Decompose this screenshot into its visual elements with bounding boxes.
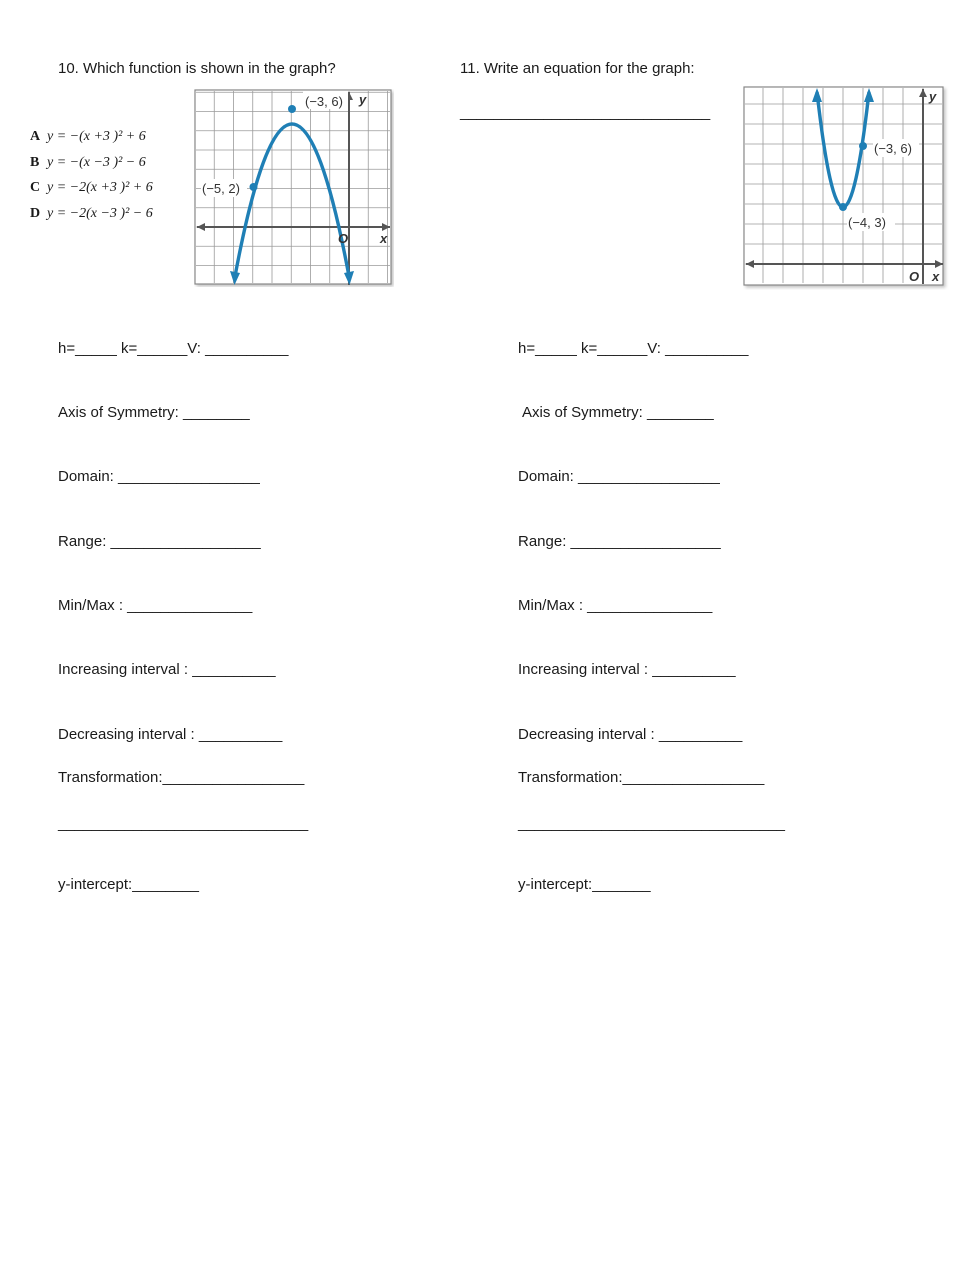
choice-letter: D bbox=[30, 205, 41, 221]
transformation-line2-10[interactable]: ______________________________ bbox=[58, 815, 309, 832]
choice-equation: y = −2(x +3 )² + 6 bbox=[47, 180, 153, 195]
point-label: (−3, 6) bbox=[874, 141, 912, 156]
hkv-field-11[interactable]: h=_____ k=______V: __________ bbox=[518, 340, 749, 357]
vertex-point bbox=[288, 105, 296, 113]
min-max-field-10[interactable]: Min/Max : _______________ bbox=[58, 597, 253, 614]
choice-equation: y = −(x −3 )² − 6 bbox=[47, 154, 146, 170]
equation-answer-line[interactable]: ______________________________ bbox=[460, 104, 711, 121]
decreasing-interval-field-10[interactable]: Decreasing interval : __________ bbox=[58, 726, 283, 743]
choice-d[interactable] bbox=[30, 201, 153, 227]
x-axis-label: x bbox=[380, 231, 388, 246]
choice-letter: B bbox=[30, 154, 40, 170]
question-11-prompt: 11. Write an equation for the graph: bbox=[460, 60, 695, 77]
vertex-label: (−3, 6) bbox=[305, 94, 343, 109]
origin-label: O bbox=[909, 269, 920, 284]
graph-question-10 bbox=[194, 89, 394, 287]
range-field-10[interactable]: Range: __________________ bbox=[58, 533, 261, 550]
domain-field-11[interactable]: Domain: _________________ bbox=[518, 468, 720, 485]
transformation-field-11[interactable]: Transformation:_________________ bbox=[518, 769, 765, 786]
domain-field-10[interactable]: Domain: _________________ bbox=[58, 468, 260, 485]
vertex-label: (−4, 3) bbox=[848, 215, 886, 230]
origin-label: O bbox=[338, 231, 349, 246]
choice-equation: y = −(x +3 )² + 6 bbox=[47, 129, 146, 144]
point-marker bbox=[250, 183, 258, 191]
graph-frame bbox=[744, 87, 943, 285]
min-max-field-11[interactable]: Min/Max : _______________ bbox=[518, 597, 713, 614]
y-intercept-field-10[interactable]: y-intercept:________ bbox=[58, 876, 199, 893]
choice-letter: A bbox=[30, 129, 41, 144]
transformation-field-10[interactable]: Transformation:_________________ bbox=[58, 769, 305, 786]
y-axis-label: y bbox=[929, 89, 937, 104]
answer-choices bbox=[30, 124, 153, 226]
hkv-field-10[interactable]: h=_____ k=______V: __________ bbox=[58, 340, 289, 357]
point-label: (−5, 2) bbox=[202, 181, 240, 196]
choice-a[interactable] bbox=[30, 124, 153, 150]
choice-c[interactable] bbox=[30, 175, 153, 201]
decreasing-interval-field-11[interactable]: Decreasing interval : __________ bbox=[518, 726, 743, 743]
y-axis-label: y bbox=[359, 92, 367, 107]
increasing-interval-field-10[interactable]: Increasing interval : __________ bbox=[58, 661, 276, 678]
axis-of-symmetry-field-11[interactable]: Axis of Symmetry: ________ bbox=[522, 404, 714, 421]
x-axis-label: x bbox=[932, 269, 940, 284]
axis-of-symmetry-field-10[interactable]: Axis of Symmetry: ________ bbox=[58, 404, 250, 421]
choice-letter: C bbox=[30, 180, 41, 195]
question-10-prompt: 10. Which function is shown in the graph? bbox=[58, 60, 336, 77]
increasing-interval-field-11[interactable]: Increasing interval : __________ bbox=[518, 661, 736, 678]
y-intercept-field-11[interactable]: y-intercept:_______ bbox=[518, 876, 651, 893]
choice-b[interactable] bbox=[30, 150, 153, 176]
vertex-point bbox=[839, 203, 847, 211]
point-marker bbox=[859, 142, 867, 150]
graph-question-11 bbox=[743, 86, 949, 290]
choice-equation: y = −2(x −3 )² − 6 bbox=[47, 205, 153, 221]
transformation-line2-11[interactable]: ________________________________ bbox=[518, 815, 785, 832]
range-field-11[interactable]: Range: __________________ bbox=[518, 533, 721, 550]
